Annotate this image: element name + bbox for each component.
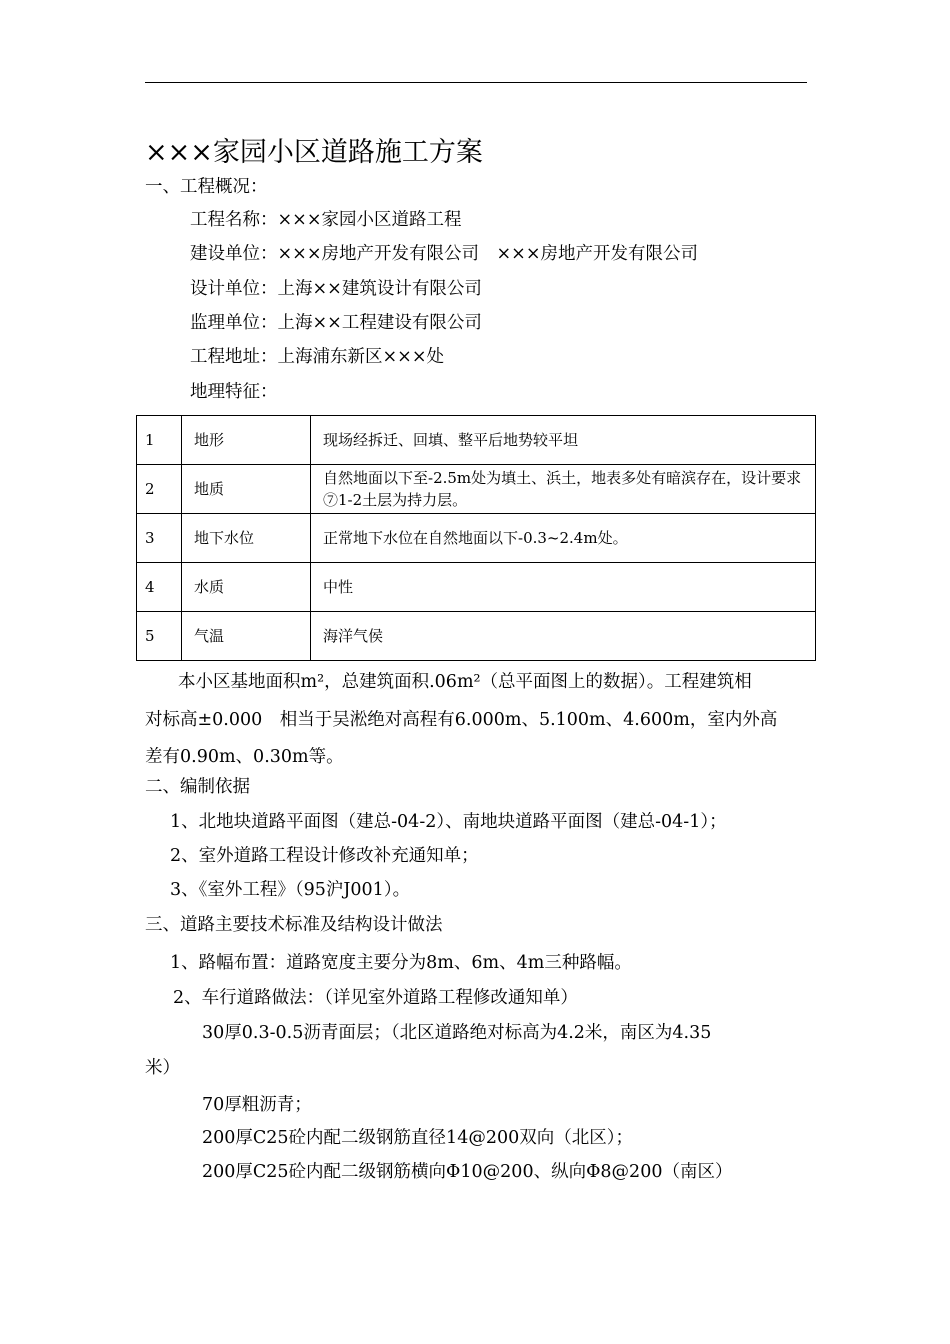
- road-layer-3: 200厚C25砼内配二级钢筋直径14@200双向（北区）；: [202, 1128, 633, 1148]
- row-description: 正常地下水位在自然地面以下-0.3~2.4m处。: [311, 514, 816, 563]
- designer-line: 设计单位：上海××建筑设计有限公司: [190, 279, 482, 299]
- row-number: 4: [137, 563, 182, 612]
- row-description: 现场经拆迁、回填、整平后地势较平坦: [311, 416, 816, 465]
- table-row: [137, 612, 816, 661]
- basis-item-1: 1、北地块道路平面图（建总-04-2）、南地块道路平面图（建总-04-1）；: [170, 812, 727, 832]
- basis-item-3: 3、《室外工程》（95沪J001）。: [170, 880, 411, 900]
- summary-line-1: 本小区基地面积m²，总建筑面积.06m²（总平面图上的数据）。工程建筑相: [178, 672, 752, 692]
- row-item: 气温: [182, 612, 311, 661]
- road-layer-1-cont: 米）: [145, 1058, 180, 1078]
- geography-table: [136, 415, 816, 661]
- table-row: [137, 563, 816, 612]
- road-layer-1: 30厚0.3-0.5沥青面层；（北区道路绝对标高为4.2米，南区为4.35: [202, 1023, 712, 1043]
- row-description: 海洋气侯: [311, 612, 816, 661]
- supervisor-line: 监理单位：上海××工程建设有限公司: [190, 313, 482, 333]
- row-description: 自然地面以下至-2.5m处为填土、浜土，地表多处有暗滨存在，设计要求⑦1-2土层为持力层。: [311, 465, 816, 514]
- header-rule: [145, 82, 807, 83]
- row-item: 地下水位: [182, 514, 311, 563]
- row-item: 地质: [182, 465, 311, 514]
- row-number: 3: [137, 514, 182, 563]
- section2-heading: 二、编制依据: [145, 777, 250, 797]
- summary-line-2: 对标高±0.000 相当于吴淞绝对高程有6.000m、5.100m、4.600m，室内外高: [145, 710, 778, 730]
- table-row: [137, 416, 816, 465]
- project-name-line: 工程名称：×××家园小区道路工程: [190, 210, 462, 230]
- section1-heading: 一、工程概况：: [145, 177, 268, 197]
- row-number: 5: [137, 612, 182, 661]
- section3-heading: 三、道路主要技术标准及结构设计做法: [145, 915, 443, 935]
- address-line: 工程地址：上海浦东新区×××处: [190, 347, 444, 367]
- table-row: [137, 465, 816, 514]
- road-layer-2: 70厚粗沥青；: [202, 1095, 312, 1115]
- row-number: 1: [137, 416, 182, 465]
- page-title: ×××家园小区道路施工方案: [145, 137, 483, 168]
- geography-label: 地理特征：: [190, 382, 278, 402]
- standard-item-1: 1、路幅布置：道路宽度主要分为8m、6m、4m三种路幅。: [170, 953, 632, 973]
- standard-item-2: 2、车行道路做法：（详见室外道路工程修改通知单）: [173, 988, 578, 1008]
- row-item: 水质: [182, 563, 311, 612]
- basis-item-2: 2、室外道路工程设计修改补充通知单；: [170, 846, 479, 866]
- road-layer-4: 200厚C25砼内配二级钢筋横向Φ10@200、纵向Φ8@200（南区）: [202, 1162, 733, 1182]
- developer-line: 建设单位：×××房地产开发有限公司 ×××房地产开发有限公司: [190, 244, 698, 264]
- summary-line-3: 差有0.90m、0.30m等。: [145, 747, 344, 767]
- row-description: 中性: [311, 563, 816, 612]
- table-row: [137, 514, 816, 563]
- row-number: 2: [137, 465, 182, 514]
- row-item: 地形: [182, 416, 311, 465]
